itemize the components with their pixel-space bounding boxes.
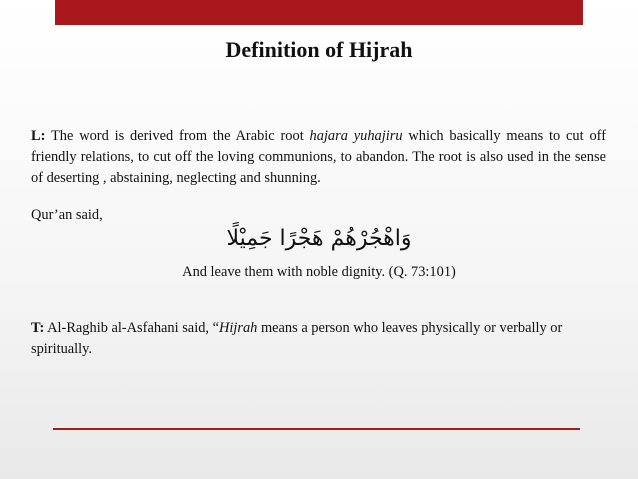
definition-paragraph-linguistic — [31, 126, 606, 189]
linguistic-text-before: The word is derived from the Arabic root — [45, 128, 310, 144]
slide-title: Definition of Hijrah — [225, 37, 413, 62]
terminological-text-before: Al-Raghib al-Asfahani said, “ — [44, 320, 219, 336]
linguistic-text-after: which basically means to cut off friendly relations, to cut off the loving communions, to abandon. The root is also used in the sense of deserting , abstaining, neglecting and shunning. — [31, 128, 606, 186]
verse-translation: And leave them with noble dignity. (Q. 73:101) — [182, 264, 456, 280]
top-accent-bar — [55, 0, 583, 25]
hijrah-term: Hijrah — [218, 320, 258, 336]
arabic-verse: وَاهْجُرْهُمْ هَجْرًا جَمِيْلًا — [226, 226, 412, 251]
arabic-root-term: hajara yuhajiru — [309, 128, 403, 144]
terminological-label: T: — [31, 320, 45, 336]
definition-paragraph-terminological — [31, 318, 606, 360]
quran-intro: Qur’an said, — [31, 207, 103, 223]
linguistic-label: L: — [31, 128, 46, 144]
bottom-divider — [53, 428, 580, 430]
terminological-text-after: means a person who leaves physically or verbally or spiritually. — [31, 320, 563, 357]
